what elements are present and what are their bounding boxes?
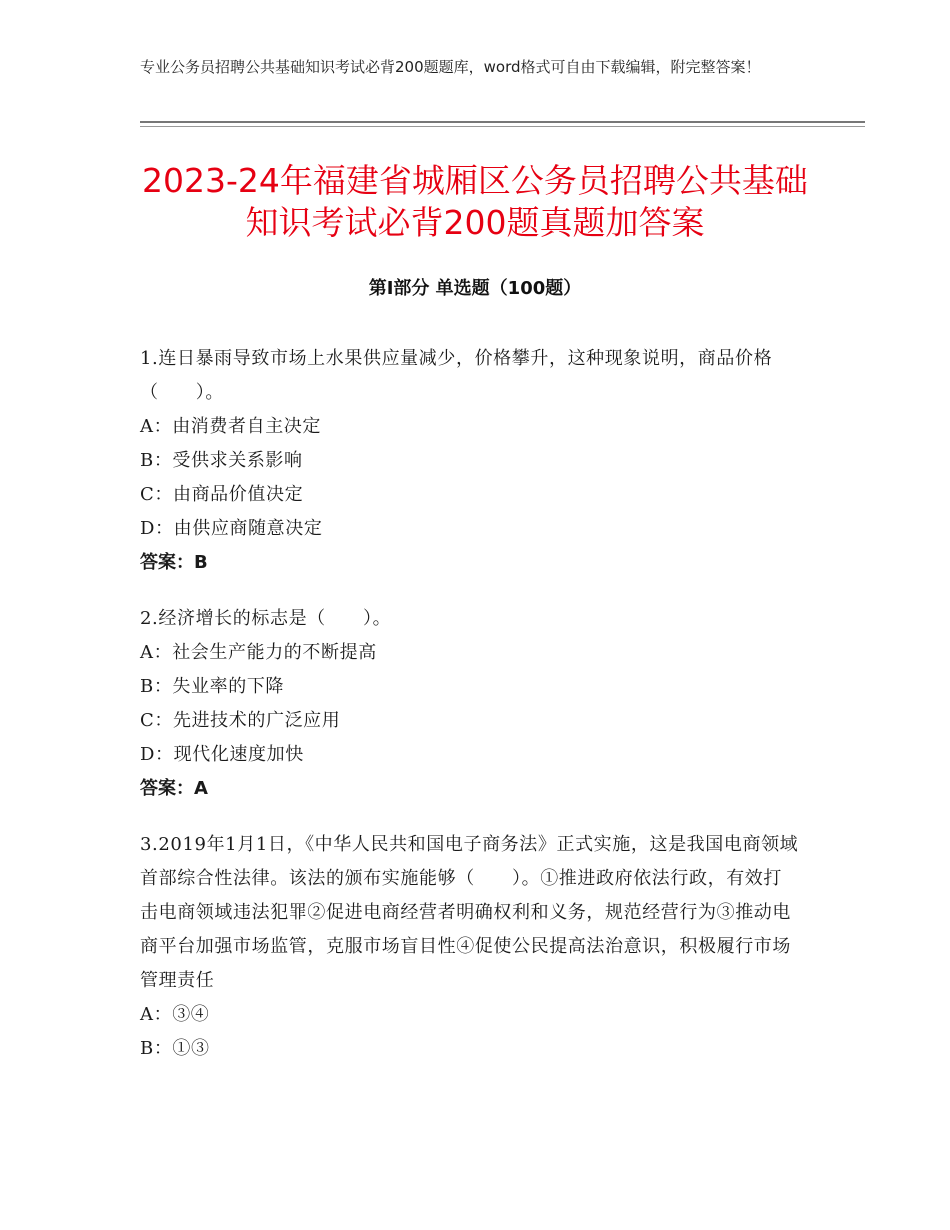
option-b: B：失业率的下降 xyxy=(140,676,285,697)
header-divider xyxy=(140,121,865,127)
option-b: B：①③ xyxy=(140,1038,210,1059)
question-1 xyxy=(140,342,800,580)
option-d: D：由供应商随意决定 xyxy=(140,518,323,539)
question-stem: 2.经济增长的标志是（ ）。 xyxy=(140,608,392,629)
option-c: C：由商品价值决定 xyxy=(140,484,304,505)
question-list xyxy=(140,342,800,1088)
question-stem: 1.连日暴雨导致市场上水果供应量减少，价格攀升，这种现象说明，商品价格（ ）。 xyxy=(140,348,773,403)
answer: 答案：A xyxy=(140,778,208,799)
header-note: 专业公务员招聘公共基础知识考试必背200题题库，word格式可自由下载编辑，附完整答案！ xyxy=(140,58,761,76)
document-title: 2023-24年福建省城厢区公务员招聘公共基础知识考试必背200题真题加答案 xyxy=(142,161,808,242)
question-3 xyxy=(140,828,800,1066)
option-d: D：现代化速度加快 xyxy=(140,744,304,765)
option-a: A：由消费者自主决定 xyxy=(140,416,321,437)
option-a: A：③④ xyxy=(140,1004,210,1025)
option-c: C：先进技术的广泛应用 xyxy=(140,710,341,731)
answer: 答案：B xyxy=(140,552,208,573)
option-b: B：受供求关系影响 xyxy=(140,450,303,471)
question-2 xyxy=(140,602,800,806)
option-a: A：社会生产能力的不断提高 xyxy=(140,642,377,663)
section-heading: 第Ⅰ部分 单选题（100题） xyxy=(368,278,582,299)
question-stem: 3.2019年1月1日，《中华人民共和国电子商务法》正式实施，这是我国电商领域首部综合性法律。该法的颁布实施能够（ ）。①推进政府依法行政，有效打击电商领域违法犯罪②促进电商经营者明确权利和义务，规范经营行为③推动电商平台加强市场监管，克服市场盲目性④促使公民提高法治意识，积极履行市场管理责任 xyxy=(140,834,799,991)
